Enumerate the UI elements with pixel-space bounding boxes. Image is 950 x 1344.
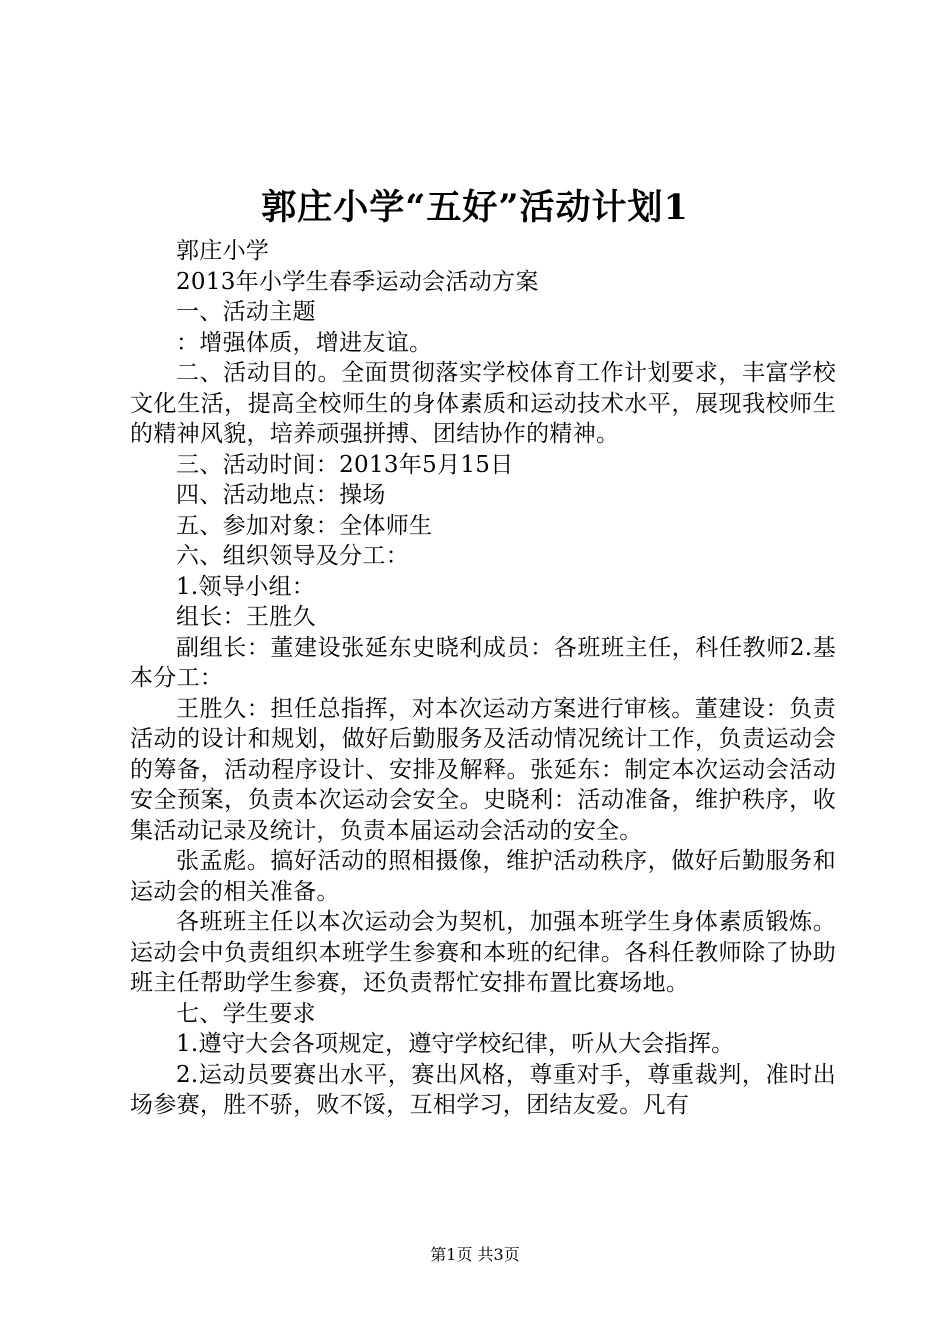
paragraph-requirement-2: 2.运动员要赛出水平，赛出风格，尊重对手，尊重裁判，准时出场参赛，胜不骄，败不馁，互相学习，团结友爱。凡有 [130, 1061, 836, 1118]
document-body [130, 236, 836, 1121]
paragraph-group-leader: 组长：王胜久 [176, 604, 316, 630]
paragraph-heading-theme: 一、活动主题 [176, 299, 316, 325]
paragraph-purpose: 二、活动目的。全面贯彻落实学校体育工作计划要求，丰富学校文化生活，提高全校师生的身体素质和运动技术水平，展现我校师生的精神风貌，培养顽强拼搏、团结协作的精神。 [130, 360, 836, 447]
paragraph-requirement-1: 1.遵守大会各项规定，遵守学校纪律，听从大会指挥。 [176, 1031, 735, 1057]
paragraph-leadership-group: 1.领导小组： [176, 573, 316, 600]
document-title: 郭庄小学“五好”活动计划1 [261, 187, 689, 228]
paragraph-time: 三、活动时间：2013年5月15日 [176, 451, 514, 478]
paragraph-theme: ：增强体质，增进友谊。 [176, 329, 433, 356]
paragraph-school-name: 郭庄小学 [176, 238, 270, 264]
paragraph-location: 四、活动地点：操场 [176, 482, 386, 508]
paragraph-photography: 张孟彪。搞好活动的照相摄像，维护活动秩序，做好后勤服务和运动会的相关准备。 [130, 848, 836, 905]
paragraph-deputy-leaders: 副组长：董建设张延东史晓利成员：各班班主任，科任教师2.基本分工： [130, 634, 836, 691]
paragraph-participants: 五、参加对象：全体师生 [176, 512, 433, 539]
paragraph-heading-organization: 六、组织领导及分工： [176, 543, 409, 569]
paragraph-plan-name: 2013年小学生春季运动会活动方案 [176, 268, 539, 295]
paragraph-class-teachers: 各班班主任以本次运动会为契机，加强本班学生身体素质锻炼。运动会中负责组织本班学生参赛和本班的纪律。各科任教师除了协助班主任帮助学生参赛，还负责帮忙安排布置比赛场地。 [130, 909, 836, 996]
paragraph-division-of-labor: 王胜久：担任总指挥，对本次运动方案进行审核。董建设：负责活动的设计和规划，做好后勤服务及活动情况统计工作，负责运动会的筹备，活动程序设计、安排及解释。张延东：制定本次运动会活动安全预案，负责本次运动会安全。史晓利：活动准备，维护秩序，收集活动记录及统计，负责本届运动会活动的安全。 [130, 695, 836, 844]
page-footer: 第1页 共3页 [430, 1245, 520, 1264]
paragraph-heading-student-requirements: 七、学生要求 [176, 1000, 316, 1027]
